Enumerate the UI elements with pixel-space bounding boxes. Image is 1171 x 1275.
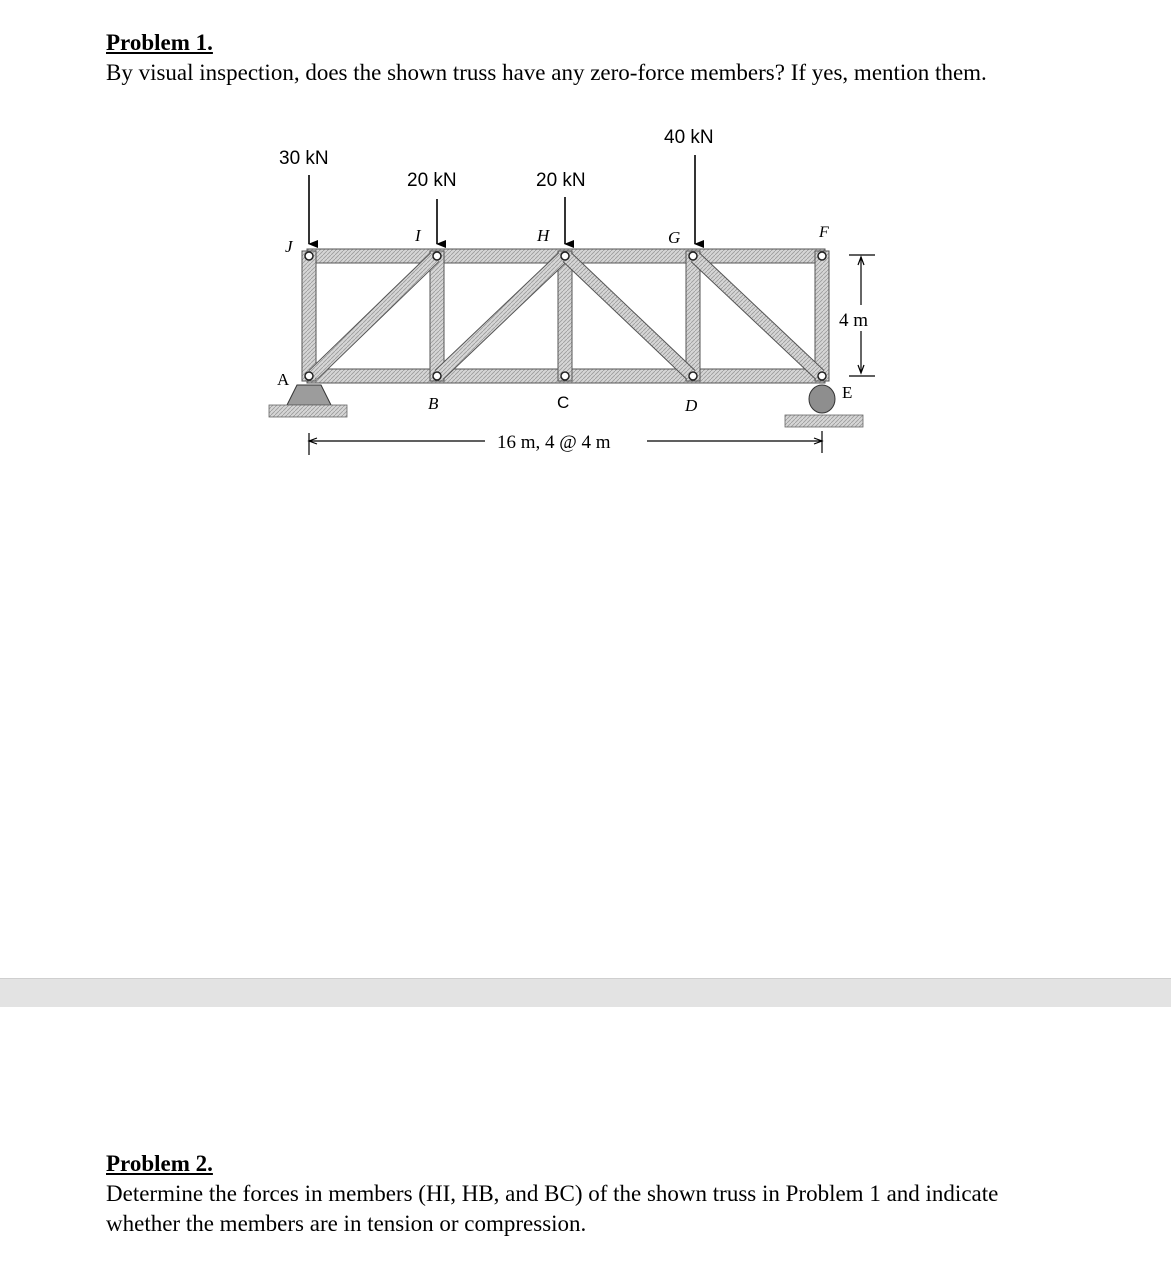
pin-support-a — [269, 385, 347, 417]
node-label-e: E — [842, 383, 853, 402]
pin-g — [689, 252, 697, 260]
page-separator — [0, 978, 1171, 1008]
pin-h — [561, 252, 569, 260]
pin-i — [433, 252, 441, 260]
member-gd — [686, 251, 700, 381]
problem-1-text: By visual inspection, does the shown truss have any zero-force members? If yes, mention them. — [106, 60, 987, 85]
height-dimension-label: 4 m — [839, 310, 869, 331]
member-hc — [558, 251, 572, 381]
node-label-h: H — [537, 226, 550, 245]
member-ib — [430, 251, 444, 381]
problem-2-line-1: Determine the forces in members (HI, HB, and BC) of the shown truss in Problem 1 and indicate — [106, 1181, 999, 1206]
load-arrows — [309, 155, 695, 244]
node-label-c: C — [557, 393, 570, 412]
node-label-d: D — [685, 396, 698, 415]
load-label-g: 40 kN — [664, 127, 714, 148]
pin-c — [561, 372, 569, 380]
pin-a — [305, 372, 313, 380]
node-label-f: F — [819, 224, 829, 241]
node-label-i: I — [415, 226, 421, 245]
node-label-g: G — [668, 228, 681, 247]
problem-2-heading: Problem 2. — [106, 1151, 213, 1176]
pin-d — [689, 372, 697, 380]
load-label-i: 20 kN — [407, 170, 457, 191]
pin-e — [818, 372, 826, 380]
node-label-b: B — [428, 394, 439, 413]
pin-j — [305, 252, 313, 260]
member-fe — [815, 251, 829, 381]
member-hd-fill — [567, 257, 691, 375]
pin-b — [433, 372, 441, 380]
member-bh-fill — [439, 257, 563, 375]
member-ja — [302, 251, 316, 381]
problem-2-line-2: whether the members are in tension or compression. — [106, 1211, 587, 1236]
load-label-h: 20 kN — [536, 170, 586, 191]
node-label-j: J — [285, 237, 293, 256]
problem-1-heading: Problem 1. — [106, 30, 213, 55]
node-label-a: A — [277, 370, 290, 389]
span-dimension-label: 16 m, 4 @ 4 m — [497, 432, 611, 453]
member-ge-fill — [695, 257, 820, 375]
member-ai-fill — [313, 257, 435, 375]
pin-f — [818, 252, 826, 260]
document-page-2 — [0, 1007, 1171, 1275]
truss-members — [302, 249, 829, 383]
load-label-j: 30 kN — [279, 148, 329, 169]
truss-figure — [255, 115, 895, 465]
